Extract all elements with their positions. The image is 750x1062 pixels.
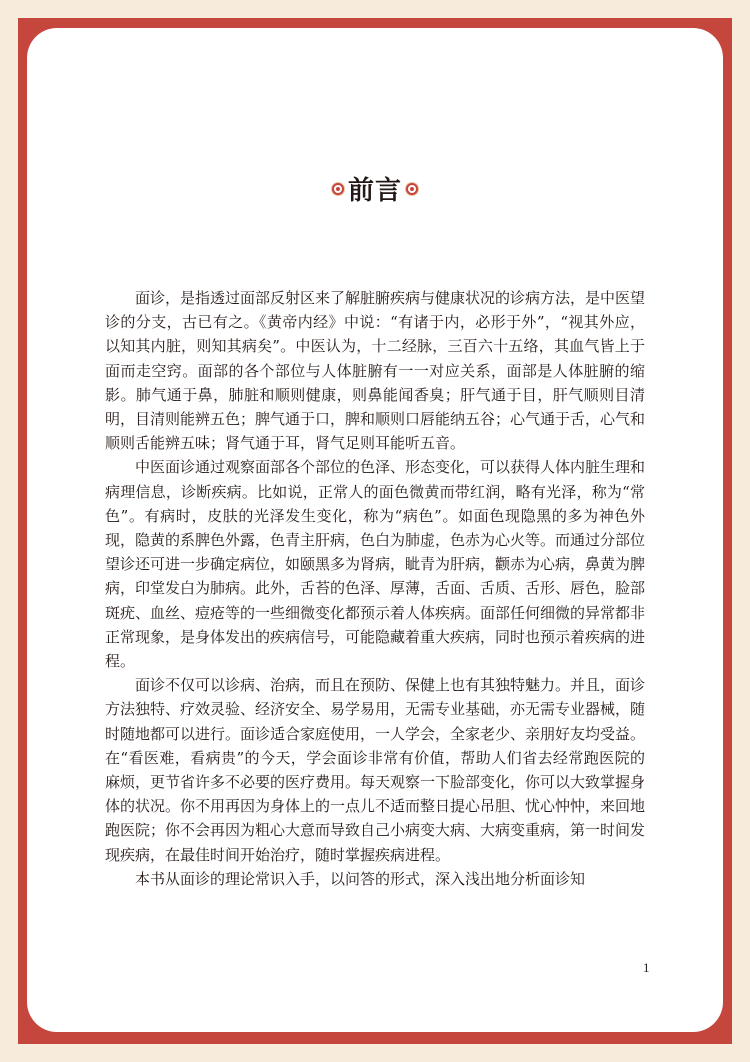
paragraph-2: 中医面诊通过观察面部各个部位的色泽、形态变化，可以获得人体内脏生理和病理信息，诊断疾病。比如说，正常人的面色微黄而带红润，略有光泽，称为“常色”。有病时，皮肤的光泽发生变化，称为“病色”。如面色现隐黑的多为神色外现，隐黄的系脾色外露，色青主肝病，色白为肺虚，色赤为心火等。而通过分部位望诊还可进一步确定病位，如颐黑多为肾病，眦青为肝病，颧赤为心病，鼻黄为脾病，印堂发白为肺病。此外，舌苔的色泽、厚薄，舌面、舌质、舌形、唇色，脸部斑疣、血丝、痘疮等的一些细微变化都预示着人体疾病。面部任何细微的异常都非正常现象，是身体发出的疾病信号，可能隐藏着重大疾病，同时也预示着疾病的进程。	[105, 458, 646, 671]
paragraph-4: 本书从面诊的理论常识入手，以问答的形式，深入浅出地分析面诊知	[135, 869, 586, 888]
page-number: 1	[643, 960, 650, 975]
ornament-left-icon	[332, 183, 344, 195]
ornament-right-icon	[406, 183, 418, 195]
paragraph-1: 面诊，是指透过面部反射区来了解脏腑疾病与健康状况的诊病方法，是中医望诊的分支，古已有之。《黄帝内经》中说：“有诸于内，必形于外”，“视其外应，以知其内脏，则知其病矣”。中医认为，十二经脉，三百六十五络，其血气皆上于面而走空窍。面部的各个部位与人体脏腑有一一对应关系，面部是人体脏腑的缩影。肺气通于鼻，肺脏和顺则健康，则鼻能闻香臭；肝气通于目，肝气顺则目清明，目清则能辨五色；脾气通于口，脾和顺则口唇能纳五谷；心气通于舌，心气和顺则舌能辨五味；肾气通于耳，肾气足则耳能听五音。	[105, 289, 646, 453]
page-title: 前言	[347, 176, 402, 206]
title-area	[0, 170, 750, 207]
paragraph-3: 面诊不仅可以诊病、治病，而且在预防、保健上也有其独特魅力。并且，面诊方法独特、疗效灵验、经济安全、易学易用，无需专业基础，亦无需专业器械，随时随地都可以进行。面诊适合家庭使用，一人学会，全家老少、亲朋好友均受益。在“看医难，看病贵”的今天，学会面诊非常有价值，帮助人们省去经常跑医院的麻烦，更节省许多不必要的医疗费用。每天观察一下脸部变化，你可以大致掌握身体的状况。你不用再因为身体上的一点儿不适而整日提心吊胆、忧心忡忡，来回地跑医院；你不会再因为粗心大意而导致自己小病变大病、大病变重病，第一时间发现疾病，在最佳时间开始治疗，随时掌握疾病进程。	[105, 676, 646, 864]
body-text	[105, 286, 645, 891]
page-title-group	[332, 170, 418, 207]
